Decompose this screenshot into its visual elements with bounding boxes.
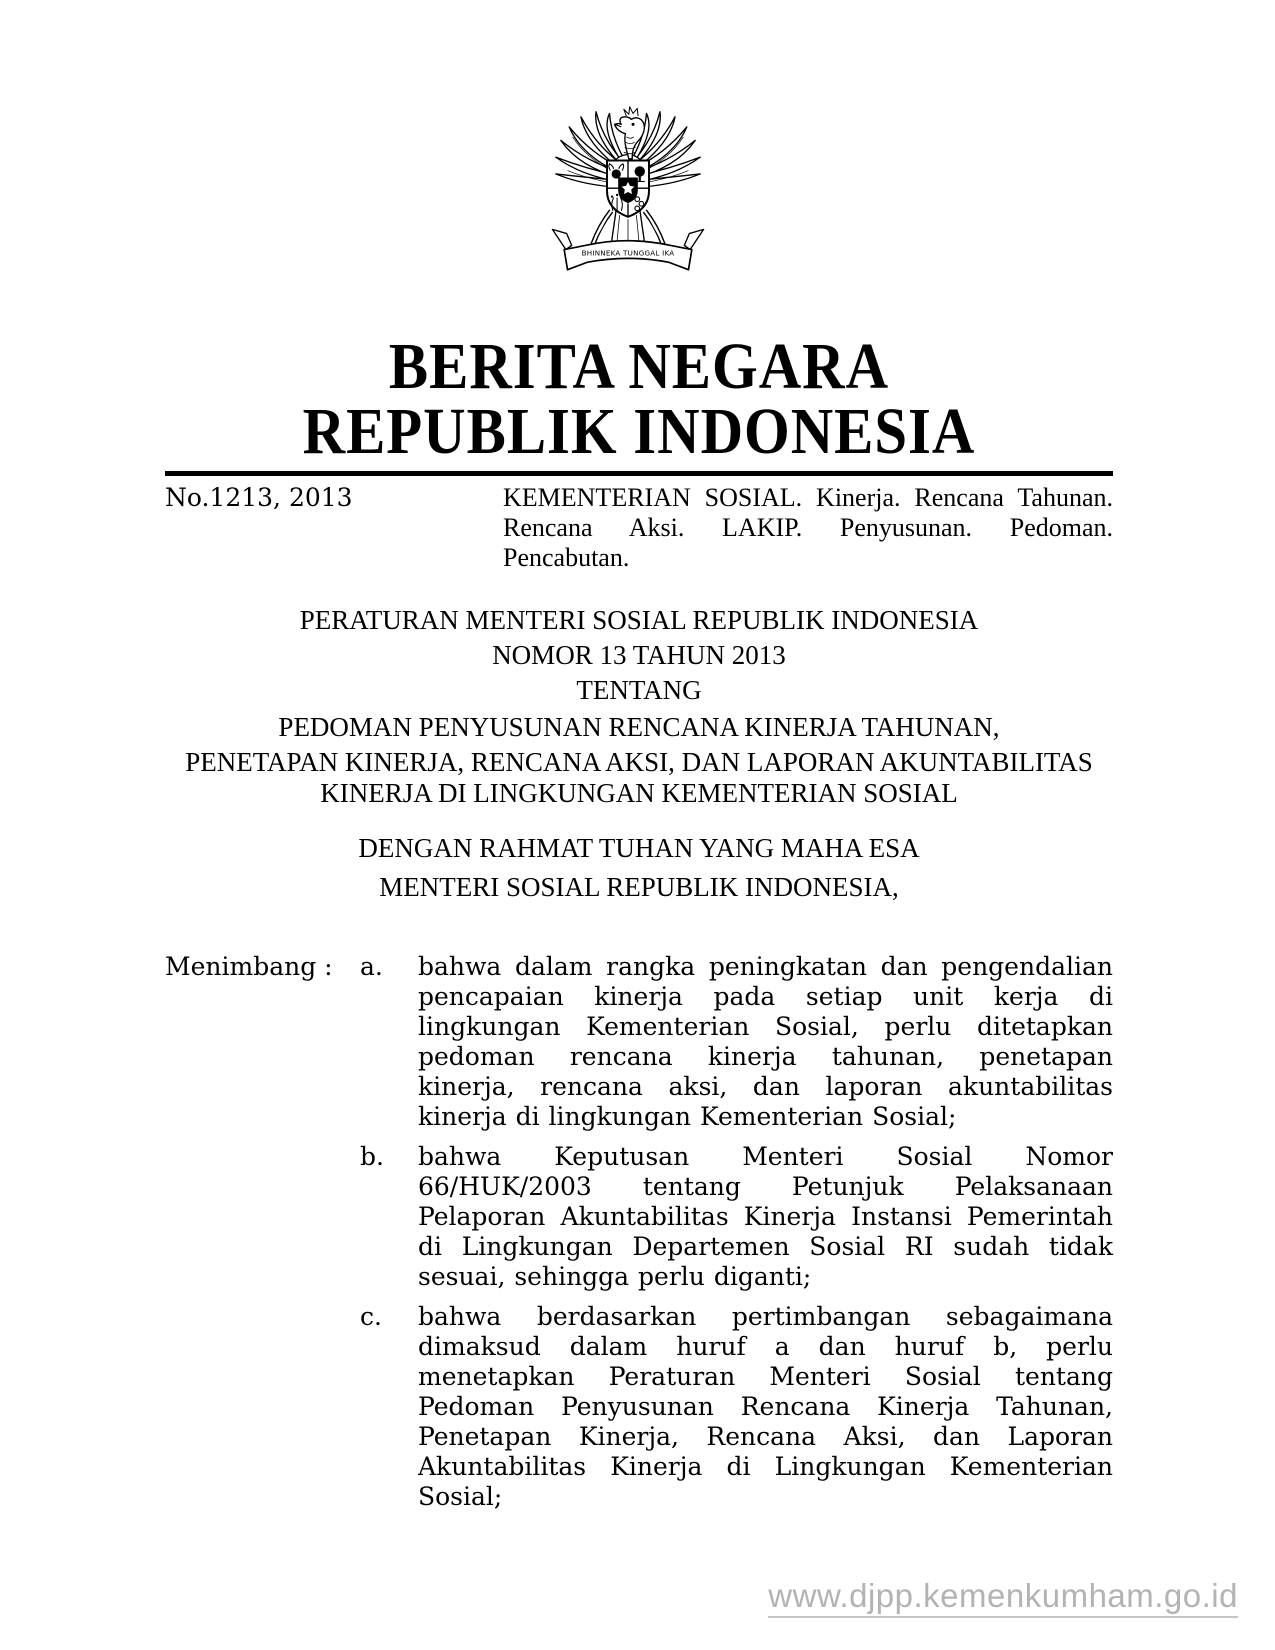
regulation-tentang-line: TENTANG: [576, 675, 702, 705]
garuda-pancasila-emblem: [544, 92, 712, 292]
regulation-number-line: NOMOR 13 TAHUN 2013: [492, 640, 786, 670]
consideration-item-letter: b.: [360, 1142, 384, 1171]
consideration-item-text: bahwa dalam rangka peningkatan dan pengendalian pencapaian kinerja pada setiap unit kerja di lingkungan Kementerian Sosial, perlu ditetapkan pedoman rencana kinerja tahunan, penetapan kinerja, rencana aksi, dan laporan akuntabilitas kinerja di lingkungan Kementerian Sosial;: [418, 952, 1113, 1131]
gazette-title-line1: BERITA NEGARA: [388, 329, 890, 403]
regulation-title-line2: PENETAPAN KINERJA, RENCANA AKSI, DAN LAPORAN AKUNTABILITAS: [185, 747, 1093, 777]
emblem-motto: BHINNEKA TUNGGAL IKA: [581, 248, 675, 258]
enacting-authority-line: MENTERI SOSIAL REPUBLIK INDONESIA,: [379, 872, 899, 902]
consideration-item-letter: a.: [360, 952, 383, 981]
regulation-title-line1: PEDOMAN PENYUSUNAN RENCANA KINERJA TAHUNAN,: [278, 712, 1000, 742]
header-rule-divider: [165, 471, 1113, 476]
footer-watermark-url: www.djpp.kemenkumham.go.id: [768, 1577, 1238, 1618]
consideration-item-letter: c.: [360, 1302, 382, 1331]
regulation-type-line: PERATURAN MENTERI SOSIAL REPUBLIK INDONESIA: [299, 605, 979, 635]
invocation-line: DENGAN RAHMAT TUHAN YANG MAHA ESA: [358, 833, 920, 863]
regulation-title-line3: KINERJA DI LINGKUNGAN KEMENTERIAN SOSIAL: [320, 778, 958, 808]
subject-abstract: KEMENTERIAN SOSIAL. Kinerja. Rencana Tahunan. Rencana Aksi. LAKIP. Penyusunan. Pedoman. Pencabutan.: [503, 483, 1113, 572]
gazette-title-line2: REPUBLIK INDONESIA: [302, 394, 976, 468]
consideration-item-text: bahwa berdasarkan pertimbangan sebagaimana dimaksud dalam huruf a dan huruf b, perlu menetapkan Peraturan Menteri Sosial tentang Pedoman Penyusunan Rencana Kinerja Tahunan, Penetapan Kinerja, Rencana Aksi, dan Laporan Akuntabilitas Kinerja di Lingkungan Kementerian Sosial;: [418, 1302, 1113, 1511]
considerations-label: Menimbang :: [165, 952, 333, 981]
consideration-item-text: bahwa Keputusan Menteri Sosial Nomor 66/HUK/2003 tentang Petunjuk Pelaksanaan Pelaporan Akuntabilitas Kinerja Instansi Pemerintah di Lingkungan Departemen Sosial RI sudah tidak sesuai, sehingga perlu diganti;: [418, 1142, 1113, 1291]
issue-number: No.1213, 2013: [165, 483, 353, 512]
